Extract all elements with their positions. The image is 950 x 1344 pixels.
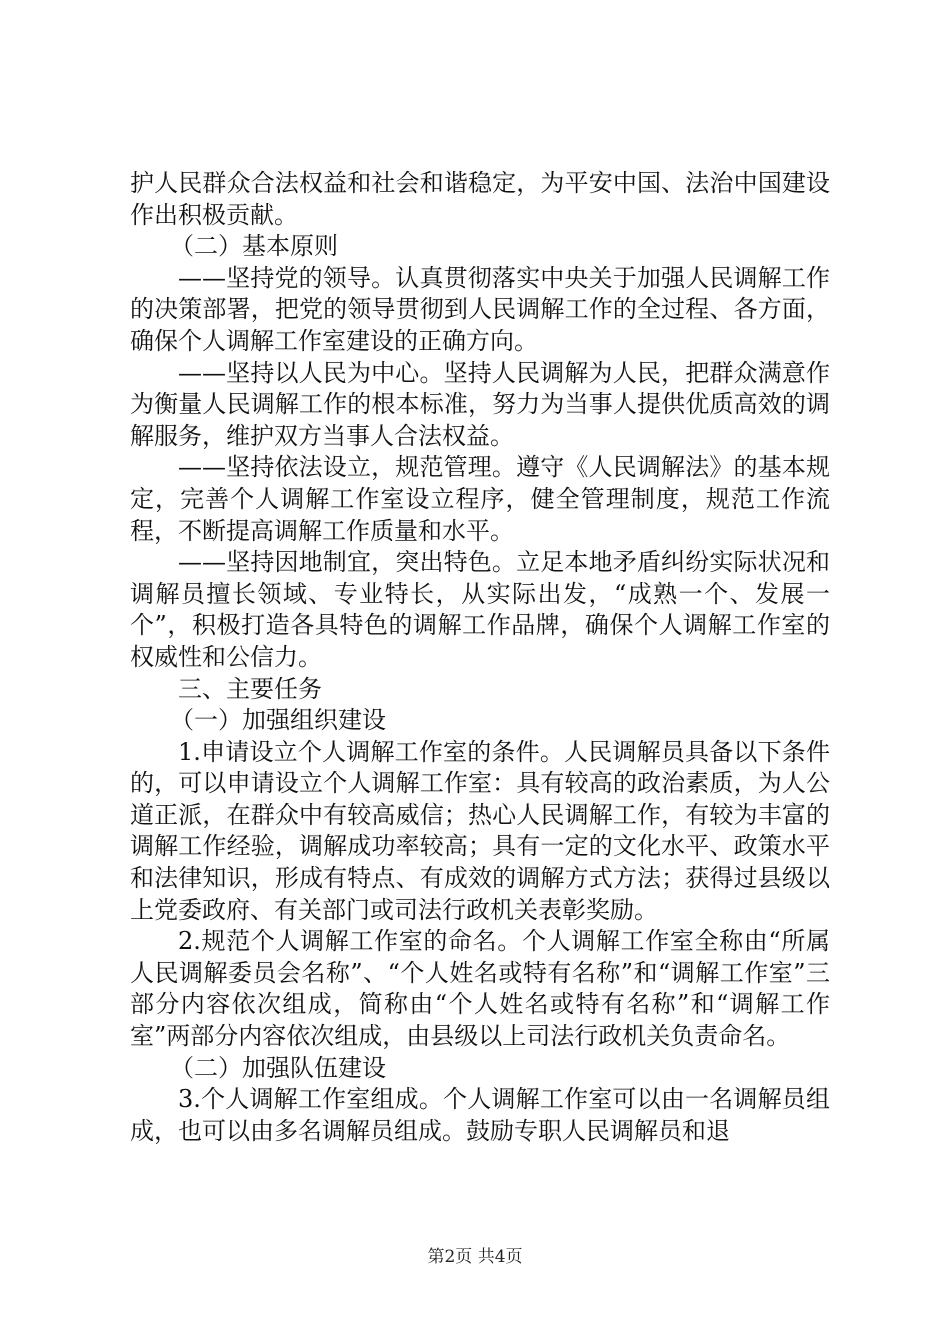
section-heading: （二）基本原则 xyxy=(170,232,338,261)
section-heading: （二）加强队伍建设 xyxy=(170,1053,386,1082)
paragraph: ——坚持依法设立，规范管理。遵守《人民调解法》的基本规定，完善个人调解工作室设立程序，健全管理制度，规范工作流程，不断提高调解工作质量和水平。 xyxy=(130,453,830,545)
paragraph: 1.申请设立个人调解工作室的条件。人民调解员具备以下条件的，可以申请设立个人调解工作室：具有较高的政治素质，为人公道正派，在群众中有较高威信；热心人民调解工作，有较为丰富的调解工作经验，调解成功率较高；具有一定的文化水平、政策水平和法律知识，形成有特点、有成效的调解方式方法；获得过县级以上党委政府、有关部门或司法行政机关表彰奖励。 xyxy=(130,737,830,924)
paragraph: 2.规范个人调解工作室的命名。个人调解工作室全称由“所属人民调解委员会名称”、“个人姓名或特有名称”和“调解工作室”三部分内容依次组成，简称由“个人姓名或特有名称”和“调解工作室”两部分内容依次组成，由县级以上司法行政机关负责命名。 xyxy=(130,927,830,1051)
paragraph: 3.个人调解工作室组成。个人调解工作室可以由一名调解员组成，也可以由多名调解员组成。鼓励专职人民调解员和退 xyxy=(130,1085,830,1145)
section-heading: 三、主要任务 xyxy=(178,674,322,703)
paragraph: ——坚持因地制宜，突出特色。立足本地矛盾纠纷实际状况和调解员擅长领域、专业特长，从实际出发，“成熟一个、发展一个”，积极打造各具特色的调解工作品牌，确保个人调解工作室的权威性和公信力。 xyxy=(130,548,830,671)
section-heading: （一）加强组织建设 xyxy=(170,706,386,735)
paragraph: ——坚持以人民为中心。坚持人民调解为人民，把群众满意作为衡量人民调解工作的根本标准，努力为当事人提供优质高效的调解服务，维护双方当事人合法权益。 xyxy=(130,358,830,450)
page-number-footer: 第2页 共4页 xyxy=(427,1247,523,1267)
paragraph: ——坚持党的领导。认真贯彻落实中央关于加强人民调解工作的决策部署，把党的领导贯彻到人民调解工作的全过程、各方面，确保个人调解工作室建设的正确方向。 xyxy=(130,263,830,355)
document-body xyxy=(130,168,830,1147)
paragraph: 护人民群众合法权益和社会和谐稳定，为平安中国、法治中国建设作出积极贡献。 xyxy=(130,169,830,229)
